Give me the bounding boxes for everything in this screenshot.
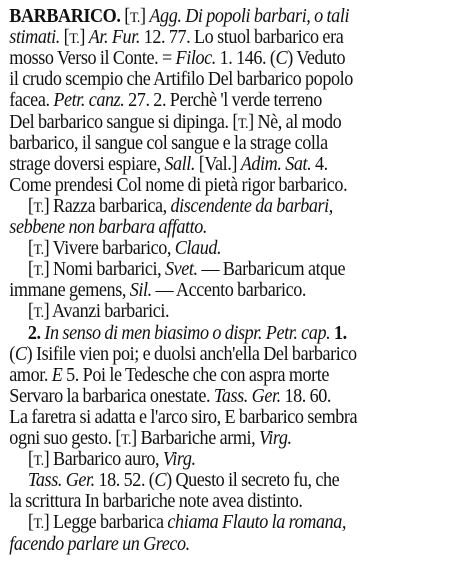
- entry-text: ] Razza barbarica,: [43, 195, 171, 217]
- entry-text: 1. 146. (: [215, 48, 276, 70]
- entry-text: [: [27, 195, 34, 217]
- tag-text: T.: [33, 199, 44, 216]
- entry-text: ] Avanzi barbarici.: [43, 301, 170, 323]
- tag-text: T.: [237, 115, 249, 132]
- italic-text: Filoc.: [175, 48, 216, 70]
- entry-text: 4.: [311, 153, 328, 175]
- italic-text: facendo parlare un Greco.: [9, 533, 190, 555]
- entry-text: il crudo scempio che Artifilo Del barbarico popolo: [9, 69, 353, 91]
- entry-text: immane gemens,: [9, 280, 130, 302]
- entry-line: [0, 532, 446, 558]
- tag-text: T.: [33, 516, 44, 533]
- italic-text: Sall.: [164, 153, 195, 175]
- entry-text: strage doversi espiare,: [9, 153, 165, 175]
- entry-text: mosso Verso il Conte. =: [9, 48, 176, 70]
- entry-text: — Barbaricum atque: [197, 259, 346, 281]
- italic-text: C: [14, 343, 27, 365]
- italic-text: Claud.: [174, 238, 222, 260]
- entry-text: la scrittura In barbariche note avea distinto.: [9, 491, 303, 513]
- italic-text: C: [275, 48, 288, 70]
- italic-text: Tass. Ger.: [213, 385, 281, 407]
- italic-text: Tass. Ger.: [27, 470, 95, 492]
- italic-text: discendente da barbari,: [170, 195, 333, 217]
- entry-text: ] Nè, al modo: [248, 111, 342, 133]
- italic-text: Ar. Fur.: [88, 27, 140, 49]
- entry-text: ]: [140, 6, 150, 27]
- italic-text: C: [154, 470, 167, 492]
- italic-text: E: [51, 364, 63, 386]
- entry-text: [: [120, 6, 130, 27]
- entry-text: amor.: [9, 364, 52, 386]
- bold-text: 2.: [27, 322, 45, 344]
- entry-text: Del barbarico sangue si dipinga. [: [9, 111, 238, 133]
- entry-text: ] Nomi barbarici,: [43, 259, 165, 281]
- bold-text: BARBARICO.: [9, 6, 121, 27]
- entry-text: ) Veduto: [287, 48, 346, 70]
- italic-text: Svet.: [164, 259, 198, 281]
- entry-text: 18. 52. (: [94, 470, 155, 492]
- entry-text: (: [9, 343, 15, 365]
- tag-text: T.: [33, 305, 44, 322]
- entry-text: ] Legge barbarica: [43, 512, 168, 534]
- entry-text: [: [27, 301, 34, 323]
- entry-text: ogni suo gesto. [: [9, 428, 121, 449]
- italic-text: Virg.: [258, 428, 292, 449]
- entry-text: [: [27, 449, 34, 471]
- entry-text: ]: [79, 27, 89, 49]
- bold-text: 1.: [330, 322, 347, 344]
- tag-text: T.: [33, 453, 44, 470]
- entry-text: ) Isifile vien poi; e duolsi anch'ella Del barbarico: [26, 343, 357, 365]
- entry-text: La faretra si adatta e l'arco siro, E barbarico sembra: [9, 406, 358, 428]
- entry-text: ] Barbarico auro,: [43, 449, 163, 471]
- entry-text: Servaro la barbarica onestate.: [9, 385, 214, 407]
- entry-text: facea.: [9, 90, 54, 112]
- italic-text: Adim. Sat.: [240, 153, 312, 175]
- entry-text: [: [59, 27, 70, 49]
- italic-text: In senso di men biasimo o dispr. Petr. cap.: [44, 322, 331, 344]
- entry-text: [: [27, 259, 34, 281]
- entry-text: — Accento barbarico.: [151, 280, 306, 302]
- entry-text: 18. 60.: [280, 385, 332, 407]
- tag-text: T.: [69, 31, 80, 48]
- entry-text: barbarico, il sangue col sangue e la strage colla: [9, 132, 328, 154]
- entry-text: ] Vivere barbarico,: [43, 238, 175, 260]
- italic-text: sebbene non barbara affatto.: [9, 217, 208, 238]
- italic-text: stimati.: [9, 27, 60, 49]
- entry-text: Come prendesi Col nome di pietà rigor barbarico.: [9, 174, 348, 196]
- entry-text: [Val.]: [194, 153, 241, 175]
- entry-text: [: [27, 238, 34, 260]
- italic-text: Agg. Di popoli barbari, o tali: [149, 6, 350, 27]
- italic-text: chiama Flauto la romana,: [167, 512, 347, 534]
- tag-text: T.: [33, 263, 44, 280]
- entry-text: [: [27, 512, 34, 534]
- tag-text: T.: [129, 10, 141, 26]
- entry-text: 5. Poi le Tedesche che con aspra morte: [62, 364, 330, 386]
- italic-text: Sil.: [129, 280, 152, 302]
- entry-text: ) Questo il secreto fu, che: [166, 470, 340, 492]
- italic-text: Petr. canz.: [53, 90, 125, 112]
- entry-text: 27. 2. Perchè 'l verde terreno: [124, 90, 322, 112]
- entry-text: ] Barbariche armi,: [131, 428, 259, 449]
- entry-text: 12. 77. Lo stuol barbarico era: [139, 27, 344, 49]
- tag-text: T.: [120, 432, 132, 448]
- tag-text: T.: [33, 242, 44, 259]
- italic-text: Virg.: [162, 449, 196, 471]
